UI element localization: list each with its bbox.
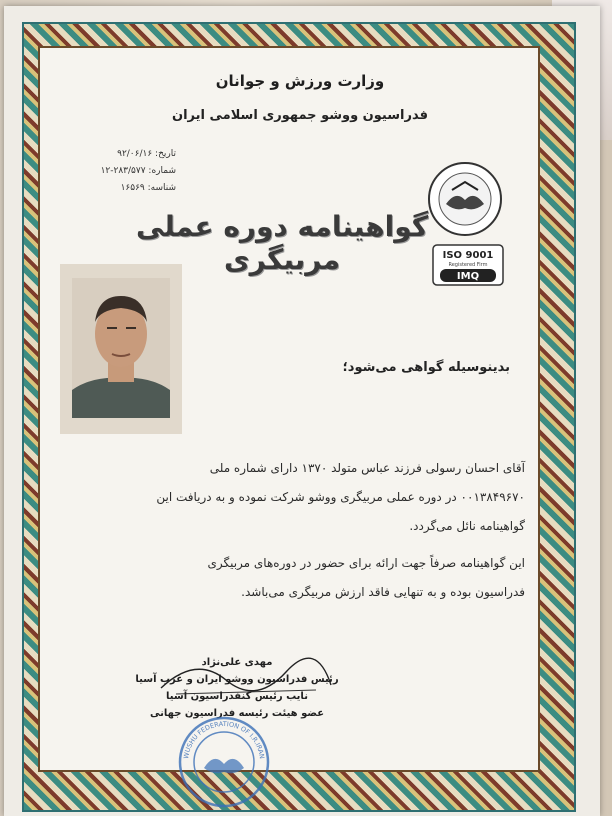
intro-line: بدینوسیله گواهی می‌شود؛ — [342, 360, 510, 375]
federation-logo-icon — [426, 160, 504, 238]
iso-subtext: Registered Firm — [448, 262, 488, 268]
iso-certification-badge — [432, 244, 504, 286]
signer-title: عضو هیئت رئیسه فدراسیون جهانی — [149, 708, 325, 719]
certificate-body — [70, 454, 525, 607]
signer-name: مهدی علی‌نژاد — [201, 657, 273, 668]
number-label: شماره: ۲۸۳/۵۷۷-۱۲ — [100, 166, 176, 176]
body-line: ۰۰۱۳۸۴۹۶۷۰ در دوره عملی مربیگری ووشو شرکت نموده و به دریافت این — [156, 490, 525, 504]
iso-text: ISO 9001 — [442, 250, 494, 261]
signer-title: نایب رئیس کنفدراسیون آسیا — [166, 691, 308, 702]
date-label: تاریخ: ۹۲/۰۶/۱۶ — [117, 149, 176, 159]
body-line: گواهینامه نائل می‌گردد. — [409, 519, 525, 533]
federation-stamp-icon — [174, 712, 274, 812]
signer-title: رئیس فدراسیون ووشو ایران و غرب آسیا — [135, 674, 339, 685]
iso-brand: IMQ — [456, 271, 480, 282]
paragraph-gap — [70, 541, 525, 549]
stamp-text: WUSHU FEDERATION OF I.R.IRAN — [182, 719, 266, 760]
ministry-heading: وزارت ورزش و جوانان — [215, 72, 385, 90]
id-label: شناسه: ۱۶۵۶۹ — [120, 183, 176, 193]
body-line: فدراسیون بوده و به تنهایی فاقد ارزش مربیگری می‌باشد. — [241, 585, 525, 599]
certificate-title: گواهینامه دوره عملی مربیگری — [135, 210, 429, 276]
federation-heading: فدراسیون ووشو جمهوری اسلامی ایران — [171, 108, 428, 123]
holder-photo — [60, 264, 182, 434]
body-line: آقای احسان رسولی فرزند عباس متولد ۱۳۷۰ دارای شماره ملی — [209, 461, 525, 475]
reference-block — [66, 146, 176, 197]
body-line: این گواهینامه صرفاً جهت ارائه برای حضور در دوره‌های مربیگری — [207, 556, 525, 570]
